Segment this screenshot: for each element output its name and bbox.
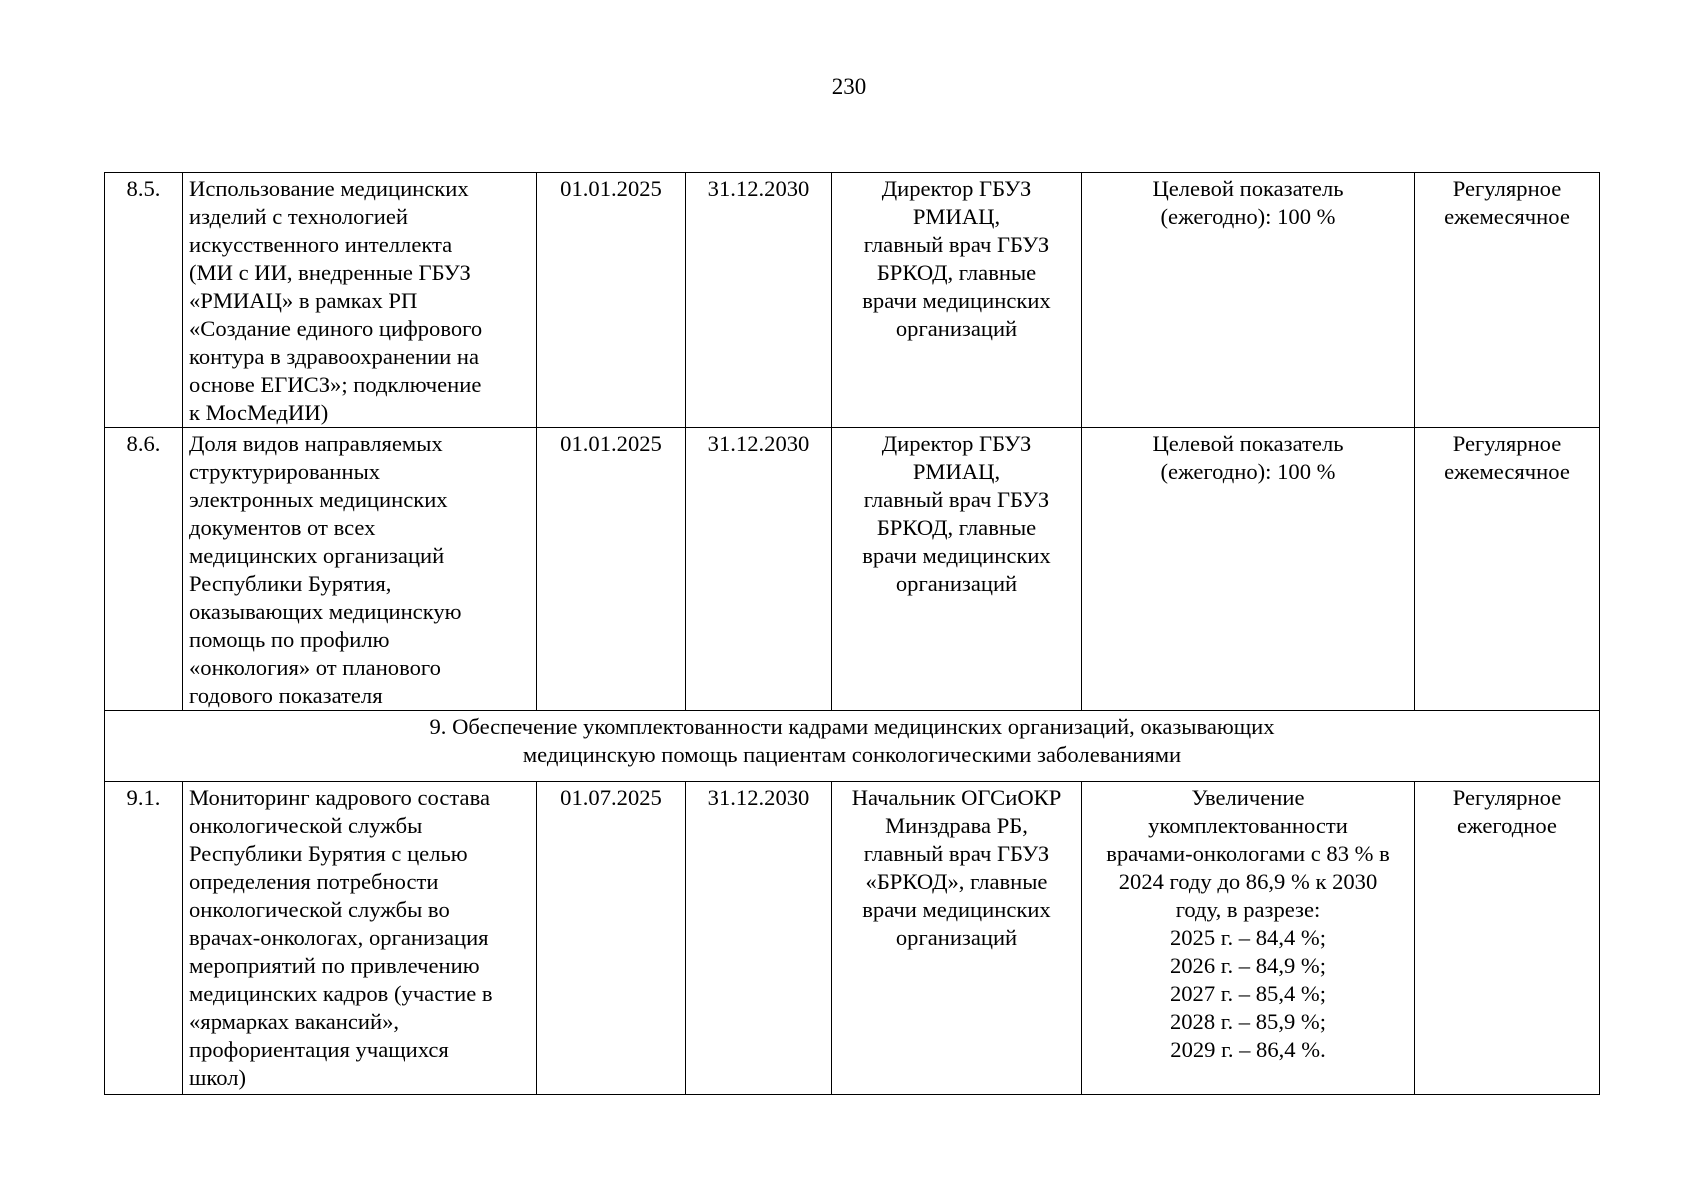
text-line: 2026 г. – 84,9 %; bbox=[1169, 953, 1327, 978]
text-line: электронных медицинских bbox=[189, 487, 448, 512]
text-line: основе ЕГИСЗ»; подключение bbox=[189, 372, 482, 397]
text-line: «БРКОД», главные bbox=[865, 869, 1048, 894]
table-row bbox=[105, 782, 1600, 1095]
text-line: врачах-онкологах, организация bbox=[189, 925, 489, 950]
item-name-cell bbox=[183, 782, 537, 1095]
text-line: Минздрава РБ, bbox=[885, 813, 1028, 838]
text-line: укомплектованности bbox=[1148, 813, 1348, 838]
section-heading-row bbox=[105, 711, 1600, 782]
control-type-cell bbox=[1415, 173, 1600, 428]
item-name-cell bbox=[183, 173, 537, 428]
text-line: врачами-онкологами с 83 % в bbox=[1106, 841, 1390, 866]
text-line: школ) bbox=[189, 1065, 247, 1090]
text-line: онкологической службы во bbox=[189, 897, 450, 922]
text-line: РМИАЦ, bbox=[912, 459, 1001, 484]
text-line: «РМИАЦ» в рамках РП bbox=[189, 288, 418, 313]
indicator-cell bbox=[1082, 782, 1415, 1095]
text-line: Республики Бурятия с целью bbox=[189, 841, 468, 866]
text-line: структурированных bbox=[189, 459, 381, 484]
text-line: 2028 г. – 85,9 %; bbox=[1169, 1009, 1327, 1034]
text-line: (ежегодно): 100 % bbox=[1160, 204, 1336, 229]
table-row bbox=[105, 428, 1600, 711]
text-line: Начальник ОГСиОКР bbox=[851, 785, 1062, 810]
text-line: помощь по профилю bbox=[189, 627, 390, 652]
text-line: мероприятий по привлечению bbox=[189, 953, 480, 978]
text-line: году, в разрезе: bbox=[1175, 897, 1321, 922]
text-line: РМИАЦ, bbox=[912, 204, 1001, 229]
text-line: медицинских организаций bbox=[189, 543, 445, 568]
start-date-cell: 01.01.2025 bbox=[537, 428, 686, 711]
table-row bbox=[105, 173, 1600, 428]
text-line: изделий с технологией bbox=[189, 204, 408, 229]
text-line: «онкология» от планового bbox=[189, 655, 441, 680]
text-line: Республики Бурятия, bbox=[189, 571, 392, 596]
end-date-cell: 31.12.2030 bbox=[686, 173, 832, 428]
text-line: медицинских кадров (участие в bbox=[189, 981, 493, 1006]
text-line: Использование медицинских bbox=[189, 176, 469, 201]
text-line: оказывающих медицинскую bbox=[189, 599, 462, 624]
text-line: главный врач ГБУЗ bbox=[863, 487, 1050, 512]
text-line: главный врач ГБУЗ bbox=[863, 232, 1050, 257]
text-line: Увеличение bbox=[1191, 785, 1305, 810]
item-number-cell: 8.5. bbox=[105, 173, 183, 428]
start-date-cell: 01.01.2025 bbox=[537, 173, 686, 428]
text-line: ежемесячное bbox=[1444, 459, 1570, 484]
text-line: врачи медицинских bbox=[862, 543, 1051, 568]
end-date-cell: 31.12.2030 bbox=[686, 428, 832, 711]
end-date-cell: 31.12.2030 bbox=[686, 782, 832, 1095]
control-type-cell bbox=[1415, 428, 1600, 711]
text-line: Доля видов направляемых bbox=[189, 431, 443, 456]
indicator-cell bbox=[1082, 173, 1415, 428]
section-title-line: медицинскую помощь пациентам сонкологическими заболеваниями bbox=[522, 742, 1182, 767]
section-title-line: 9. Обеспечение укомплектованности кадрами медицинских организаций, оказывающих bbox=[429, 714, 1275, 739]
responsible-cell bbox=[832, 173, 1082, 428]
responsible-cell bbox=[832, 428, 1082, 711]
text-line: контура в здравоохранении на bbox=[189, 344, 480, 369]
text-line: определения потребности bbox=[189, 869, 439, 894]
control-type-cell bbox=[1415, 782, 1600, 1095]
text-line: годового показателя bbox=[189, 683, 383, 708]
item-number-cell: 9.1. bbox=[105, 782, 183, 1095]
text-line: ежегодное bbox=[1457, 813, 1557, 838]
text-line: Регулярное bbox=[1452, 785, 1562, 810]
text-line: Директор ГБУЗ bbox=[881, 176, 1032, 201]
text-line: Регулярное bbox=[1452, 176, 1562, 201]
text-line: Директор ГБУЗ bbox=[881, 431, 1032, 456]
text-line: Целевой показатель bbox=[1152, 176, 1344, 201]
text-line: 2024 году до 86,9 % к 2030 bbox=[1118, 869, 1378, 894]
text-line: (ежегодно): 100 % bbox=[1160, 459, 1336, 484]
text-line: врачи медицинских bbox=[862, 897, 1051, 922]
page-number: 230 bbox=[831, 74, 867, 99]
text-line: 2025 г. – 84,4 %; bbox=[1169, 925, 1327, 950]
text-line: Регулярное bbox=[1452, 431, 1562, 456]
action-plan-table bbox=[104, 172, 1600, 1095]
text-line: профориентация учащихся bbox=[189, 1037, 449, 1062]
text-line: Целевой показатель bbox=[1152, 431, 1344, 456]
text-line: «ярмарках вакансий», bbox=[189, 1009, 400, 1034]
text-line: документов от всех bbox=[189, 515, 376, 540]
indicator-cell bbox=[1082, 428, 1415, 711]
text-line: 2029 г. – 86,4 %. bbox=[1170, 1037, 1326, 1062]
item-name-cell bbox=[183, 428, 537, 711]
text-line: врачи медицинских bbox=[862, 288, 1051, 313]
text-line: (МИ с ИИ, внедренные ГБУЗ bbox=[189, 260, 471, 285]
text-line: искусственного интеллекта bbox=[189, 232, 453, 257]
text-line: ежемесячное bbox=[1444, 204, 1570, 229]
text-line: онкологической службы bbox=[189, 813, 423, 838]
text-line: 2027 г. – 85,4 %; bbox=[1169, 981, 1327, 1006]
text-line: «Создание единого цифрового bbox=[189, 316, 483, 341]
text-line: БРКОД, главные bbox=[876, 515, 1037, 540]
text-line: к МосМедИИ) bbox=[189, 400, 329, 425]
item-number-cell: 8.6. bbox=[105, 428, 183, 711]
text-line: БРКОД, главные bbox=[876, 260, 1037, 285]
text-line: организаций bbox=[895, 316, 1018, 341]
start-date-cell: 01.07.2025 bbox=[537, 782, 686, 1095]
text-line: организаций bbox=[895, 571, 1018, 596]
text-line: Мониторинг кадрового состава bbox=[189, 785, 490, 810]
section-heading-cell bbox=[105, 711, 1600, 782]
text-line: организаций bbox=[895, 925, 1018, 950]
responsible-cell bbox=[832, 782, 1082, 1095]
text-line: главный врач ГБУЗ bbox=[863, 841, 1050, 866]
